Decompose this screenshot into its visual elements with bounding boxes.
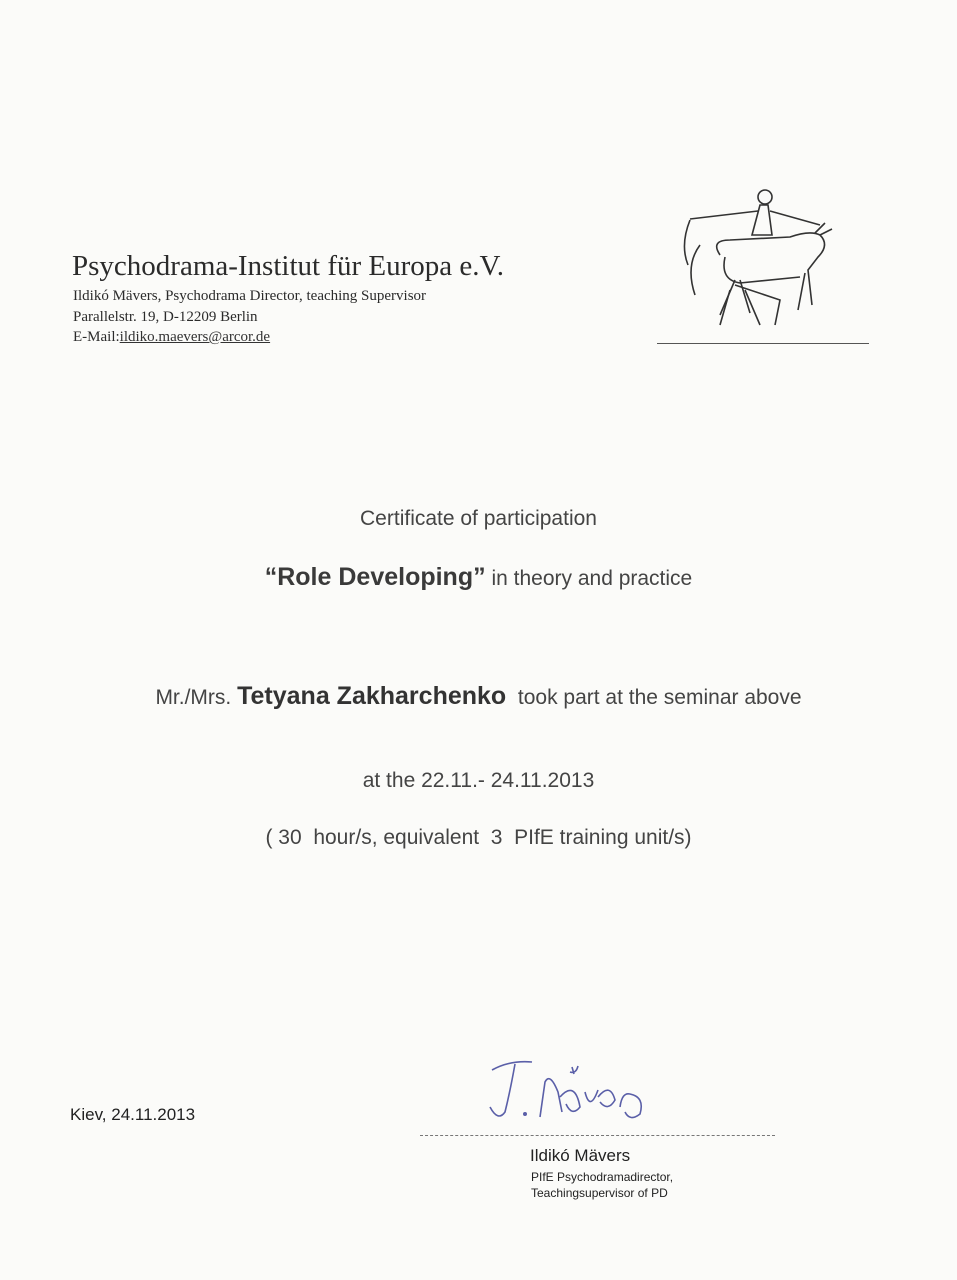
email-label: E-Mail: bbox=[73, 329, 120, 345]
seminar-name: “Role Developing” bbox=[264, 563, 486, 591]
training-hours: ( 30 hour/s, equivalent 3 PIfE training unit/s) bbox=[265, 826, 692, 849]
participant-line bbox=[0, 682, 957, 711]
seminar-suffix: in theory and practice bbox=[491, 567, 693, 590]
place-and-date: Kiev, 24.11.2013 bbox=[70, 1105, 196, 1124]
salutation: Mr./Mrs. bbox=[155, 686, 232, 709]
logo-divider bbox=[657, 343, 869, 344]
signer-role-1: PIfE Psychodramadirector, bbox=[531, 1170, 674, 1184]
seminar-line bbox=[0, 563, 957, 592]
email-line bbox=[73, 329, 270, 346]
seminar-dates: at the 22.11.- 24.11.2013 bbox=[362, 769, 595, 792]
certificate-title: Certificate of participation bbox=[360, 507, 597, 530]
participant-name: Tetyana Zakharchenko bbox=[237, 682, 507, 710]
signer-role-2: Teachingsupervisor of PD bbox=[531, 1186, 668, 1200]
signer-name: Ildikó Mävers bbox=[530, 1146, 631, 1165]
handwritten-signature bbox=[480, 1052, 670, 1132]
email-link[interactable]: ildiko.maevers@arcor.de bbox=[119, 329, 271, 345]
institute-logo-bull-figure bbox=[680, 185, 840, 345]
director-line: Ildikó Mävers, Psychodrama Director, teaching Supervisor bbox=[73, 288, 427, 304]
organization-name: Psychodrama-Institut für Europa e.V. bbox=[72, 250, 504, 282]
address: Parallelstr. 19, D-12209 Berlin bbox=[73, 309, 258, 325]
participation-text: took part at the seminar above bbox=[517, 686, 802, 709]
signature-line bbox=[420, 1135, 775, 1136]
